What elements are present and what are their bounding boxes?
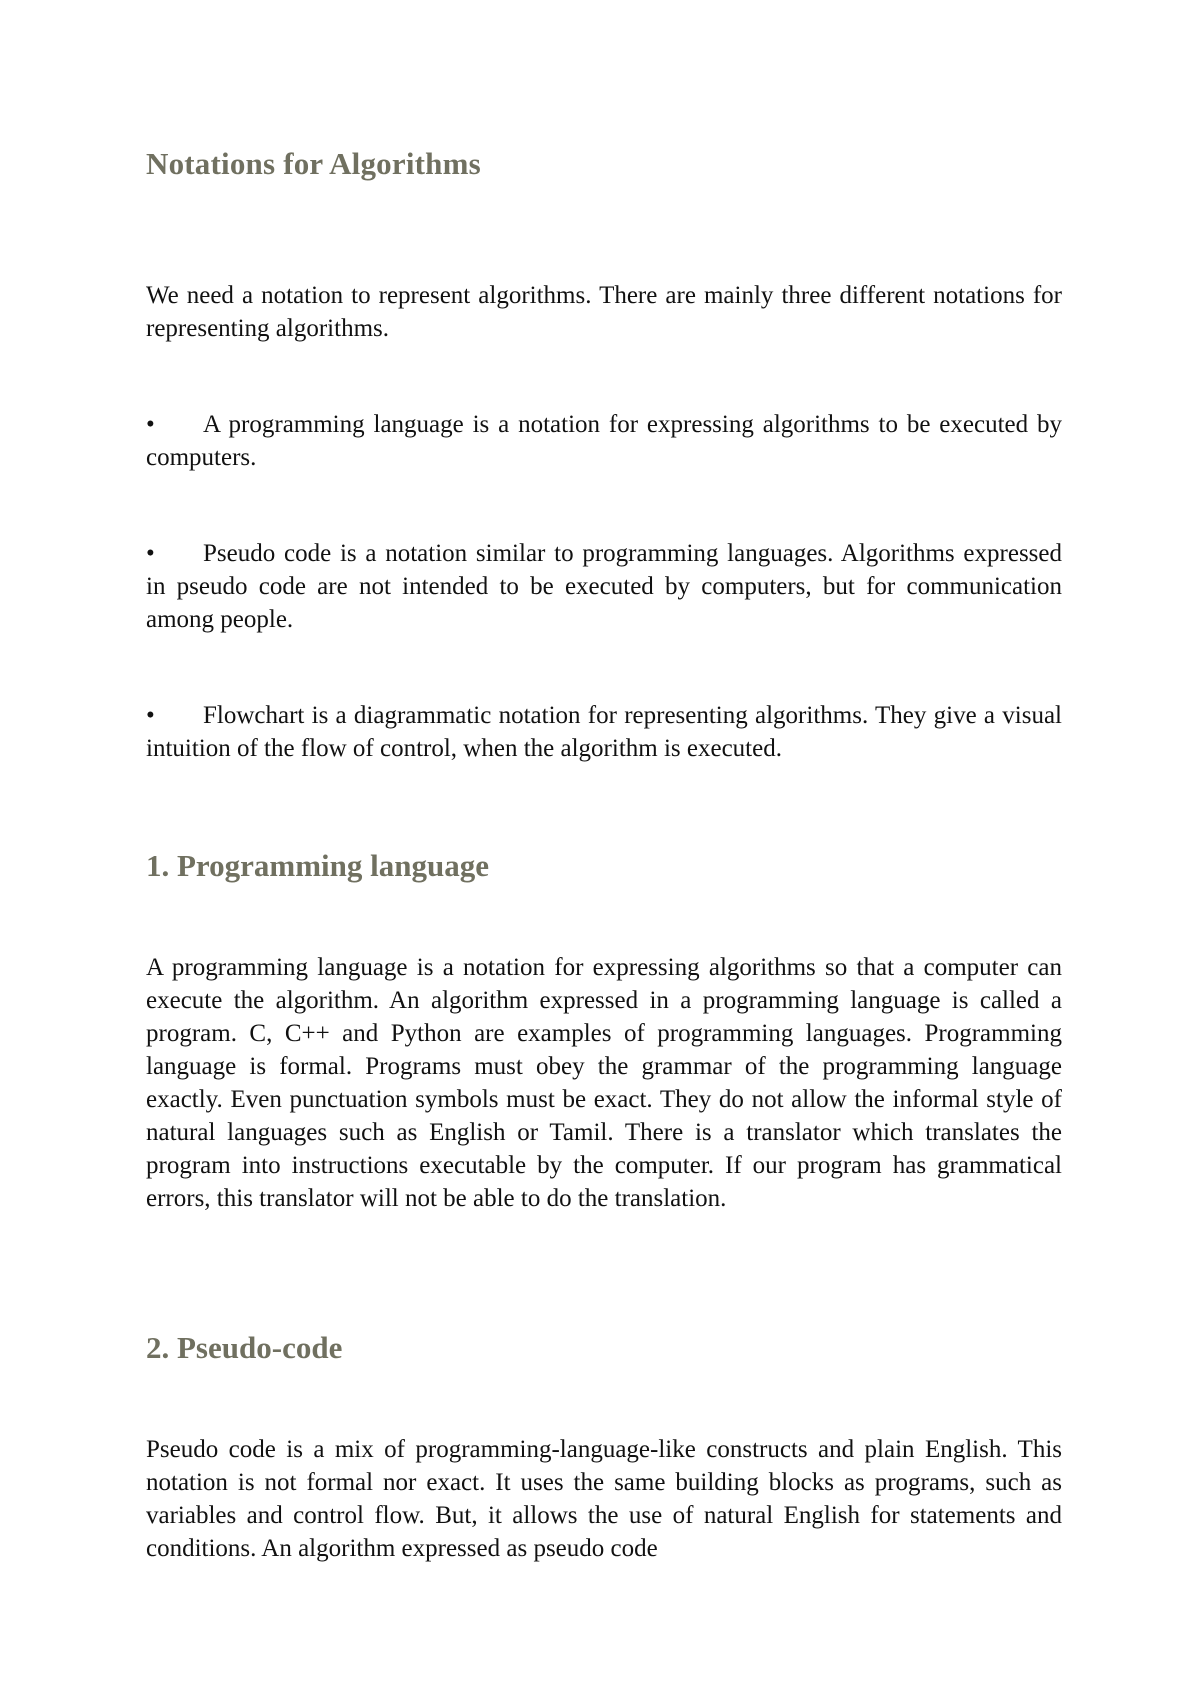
bullet-marker: • <box>146 540 155 567</box>
bullet-item <box>146 408 1062 474</box>
bullet-text: Pseudo code is a notation similar to programming languages. Algorithms expressed in pseudo code are not intended to be executed by computers, but for communication among people. <box>146 540 1062 633</box>
bullet-text: A programming language is a notation for expressing algorithms to be executed by computers. <box>146 411 1062 471</box>
page-title: Notations for Algorithms <box>146 146 481 181</box>
bullet-marker: • <box>146 411 155 438</box>
bullet-marker: • <box>146 702 155 729</box>
bullet-item <box>146 699 1062 765</box>
section-paragraph: A programming language is a notation for expressing algorithms so that a computer can execute the algorithm. An algorithm expressed in a programming language is called a program. C, C++ and Python are examples of programming languages. Programming language is formal. Programs must obey the grammar of the programming language exactly. Even punctuation symbols must be exact. They do not allow the informal style of natural languages such as English or Tamil. There is a translator which translates the program into instructions executable by the computer. If our program has grammatical errors, this translator will not be able to do the translation. <box>146 954 1062 1212</box>
section-heading: 2. Pseudo-code <box>146 1330 343 1365</box>
intro-paragraph: We need a notation to represent algorithms. There are mainly three different notations for representing algorithms. <box>146 282 1062 342</box>
section-paragraph: Pseudo code is a mix of programming-language-like constructs and plain English. This notation is not formal nor exact. It uses the same building blocks as programs, such as variables and control flow. But, it allows the use of natural English for statements and conditions. An algorithm expressed as pseudo code <box>146 1436 1062 1562</box>
bullet-item <box>146 537 1062 636</box>
section-heading: 1. Programming language <box>146 848 489 883</box>
bullet-text: Flowchart is a diagrammatic notation for representing algorithms. They give a visual intuition of the flow of control, when the algorithm is executed. <box>146 702 1062 762</box>
